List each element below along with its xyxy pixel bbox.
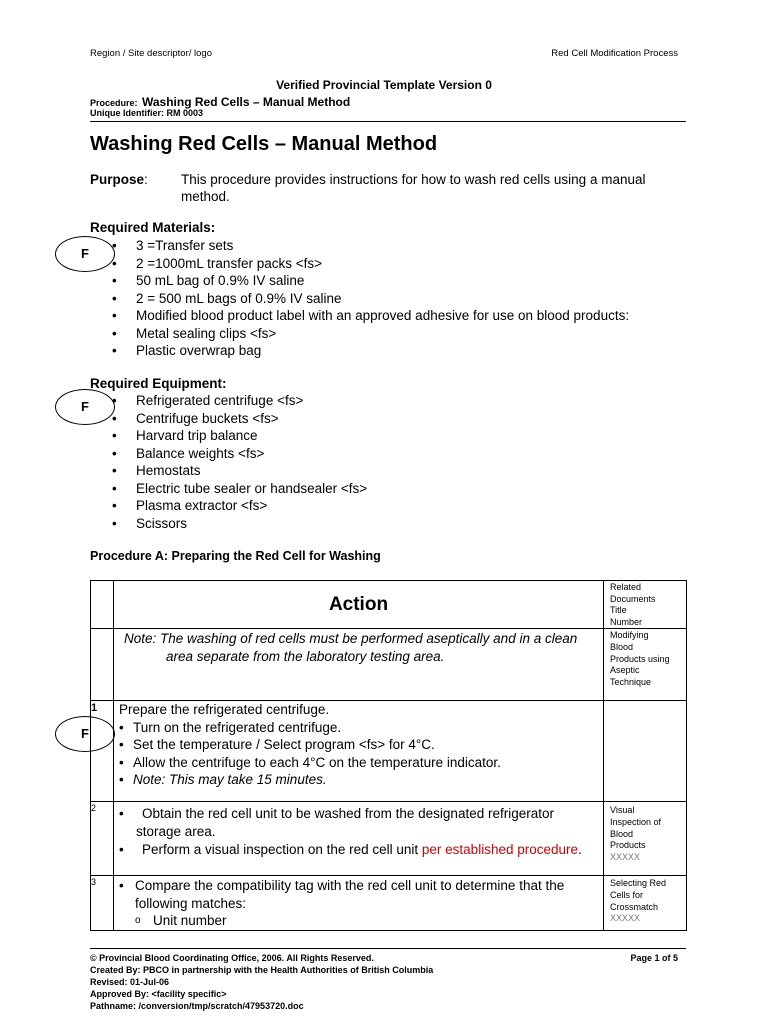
per-established-procedure-link[interactable]: per established procedure xyxy=(421,842,579,858)
table-header-row xyxy=(91,581,687,629)
footer-pathname: Pathname: /conversion/tmp/scratch/47953720.doc xyxy=(90,1001,304,1011)
procedure-a-heading: Procedure A: Preparing the Red Cell for Washing xyxy=(90,549,381,563)
footer-approved-by: Approved By: <facility specific> xyxy=(90,989,227,999)
procedure-name: Washing Red Cells – Manual Method xyxy=(141,95,351,109)
table-row-step-2 xyxy=(91,802,687,876)
step-1-related-doc xyxy=(604,701,687,802)
aseptic-note: Note: The washing of red cells must be performed aseptically and in a clean area separate from the laboratory testing area. xyxy=(114,629,604,701)
purpose-text-line2: method. xyxy=(181,189,230,204)
footer-created-by: Created By: PBCO in partnership with the Health Authorities of British Columbia xyxy=(90,965,434,975)
footer-copyright: © Provincial Blood Coordinating Office, 2006. All Rights Reserved. xyxy=(90,953,374,963)
materials-heading: Required Materials: xyxy=(90,220,216,235)
footer-page-number: Page 1 of 5 xyxy=(630,953,678,963)
table-row-note xyxy=(91,629,687,701)
purpose-text-line1: This procedure provides instructions for how to wash red cells using a manual xyxy=(181,172,646,187)
step-number-header-cell xyxy=(91,581,114,629)
unique-identifier: Unique Identifier: RM 0003 xyxy=(90,108,204,118)
form-oval-marker: F xyxy=(55,236,115,272)
table-row-step-1 xyxy=(91,701,687,802)
step-2-related-doc: Visual Inspection of Blood Products XXXXX xyxy=(604,802,687,876)
note-related-doc: Modifying Blood Products using Aseptic Technique xyxy=(604,629,687,701)
header-left-descriptor: Region / Site descriptor/ logo xyxy=(90,48,212,59)
header-divider xyxy=(90,121,686,122)
step-number: 2 xyxy=(91,802,114,876)
template-version-title: Verified Provincial Template Version 0 xyxy=(276,78,492,92)
form-oval-marker: F xyxy=(55,389,115,425)
form-oval-marker: F xyxy=(55,716,115,752)
action-header: Action xyxy=(114,581,604,629)
procedure-table xyxy=(90,580,687,931)
footer-divider xyxy=(90,948,686,949)
purpose-label: Purpose: xyxy=(90,172,148,187)
step-number: 3 xyxy=(91,876,114,931)
related-docs-header: Related Documents Title Number xyxy=(604,581,687,629)
step-3-action: • Compare the compatibility tag with the red cell unit to determine that the following matches: o Unit number xyxy=(114,876,604,931)
footer-revised: Revised: 01-Jul-06 xyxy=(90,977,170,987)
table-row-step-3 xyxy=(91,876,687,931)
procedure-label: Procedure: xyxy=(90,98,138,108)
step-1-action: Prepare the refrigerated centrifuge. • Turn on the refrigerated centrifuge. • Set the temperature / Select program <fs> for 4°C. • Allow the centrifuge to each 4°C on the temperature indicator. • Note: This may take 15 minutes. xyxy=(114,701,604,802)
step-3-related-doc: Selecting Red Cells for Crossmatch XXXXX xyxy=(604,876,687,931)
page-title: Washing Red Cells – Manual Method xyxy=(90,133,438,155)
step-number: 1 xyxy=(91,701,114,802)
header-right-process: Red Cell Modification Process xyxy=(551,48,678,59)
step-2-action: • Obtain the red cell unit to be washed from the designated refrigerator storage area. • Perform a visual inspection on the red cell unit per established procedure. xyxy=(114,802,604,876)
equipment-heading: Required Equipment: xyxy=(90,376,227,391)
